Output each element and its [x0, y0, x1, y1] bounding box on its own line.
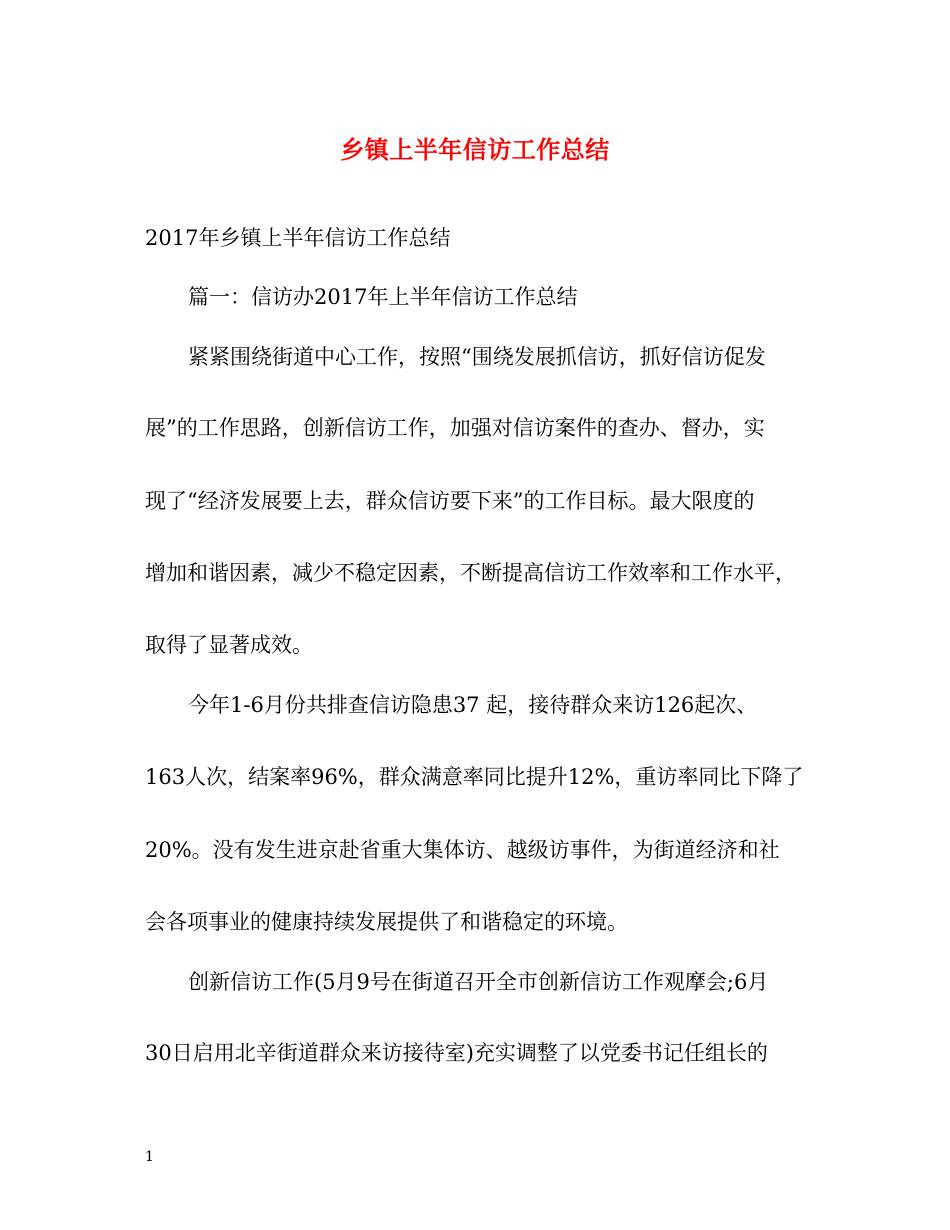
paragraph-line: 紧紧围绕街道中心工作，按照“围绕发展抓信访，抓好信访促发: [188, 345, 766, 369]
paragraph-line: 今年1-6月份共排查信访隐患37 起，接待群众来访126起次、: [188, 693, 758, 717]
paragraph-line: 163人次，结案率96%，群众满意率同比提升12%，重访率同比下降了: [145, 765, 804, 789]
paragraph-line: 20%。没有发生进京赴省重大集体访、越级访事件，为街道经济和社: [145, 838, 780, 862]
paragraph-line: 30日启用北辛街道群众来访接待室)充实调整了以党委书记任组长的: [145, 1041, 768, 1065]
chapter-heading: 篇一：信访办2017年上半年信访工作总结: [188, 285, 578, 309]
document-subtitle: 2017年乡镇上半年信访工作总结: [145, 226, 451, 250]
page-number: 1: [145, 1149, 154, 1165]
paragraph-line: 增加和谐因素，减少不稳定因素，不断提高信访工作效率和工作水平，: [145, 561, 796, 585]
paragraph-line: 取得了显著成效。: [145, 633, 313, 657]
paragraph-line: 现了“经济发展要上去，群众信访要下来”的工作目标。最大限度的: [145, 489, 755, 513]
paragraph-line: 会各项事业的健康持续发展提供了和谐稳定的环境。: [145, 910, 628, 934]
document-title: 乡镇上半年信访工作总结: [340, 135, 610, 164]
paragraph-line: 创新信访工作(5月9号在街道召开全市创新信访工作观摩会;6月: [188, 970, 769, 994]
paragraph-line: 展”的工作思路，创新信访工作，加强对信访案件的查办、督办，实: [145, 416, 765, 440]
